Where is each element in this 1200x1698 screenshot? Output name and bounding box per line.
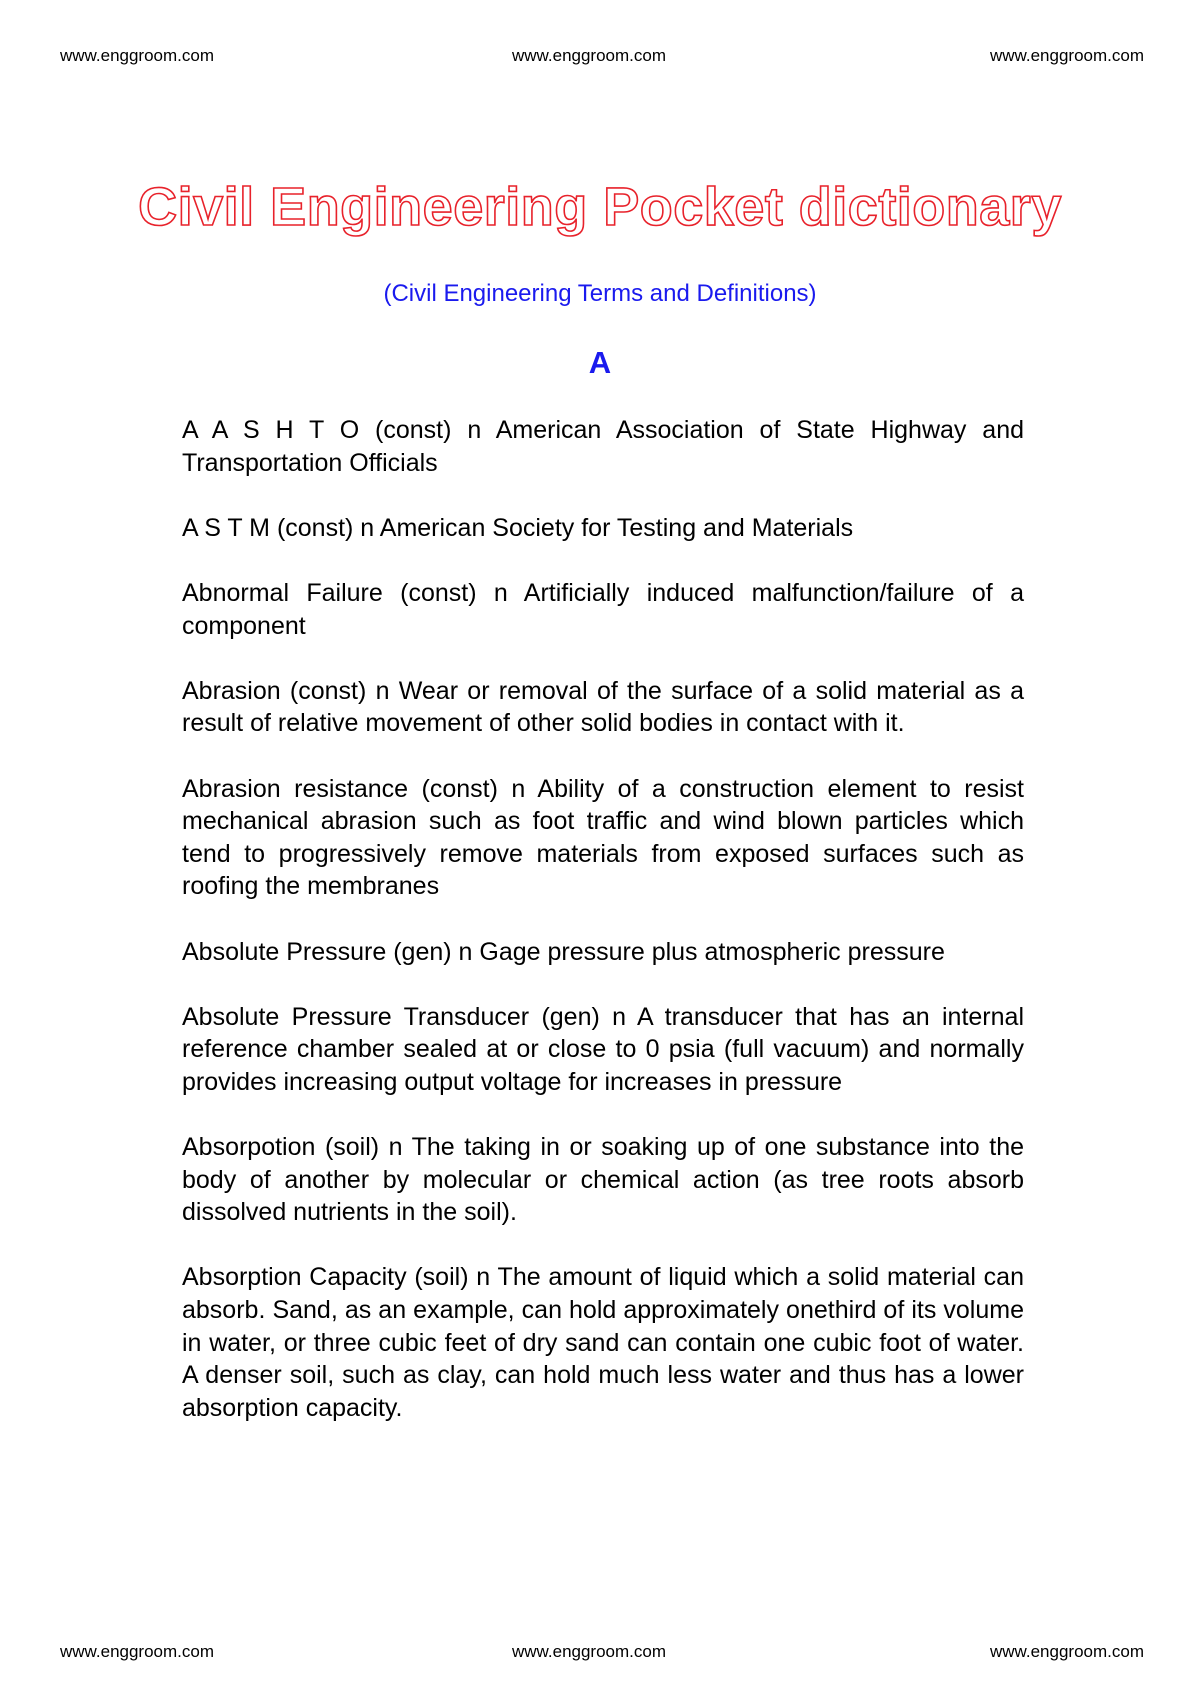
footer-right-url: www.enggroom.com xyxy=(989,1642,1144,1661)
entry-absolute-pressure: Absolute Pressure (gen) n Gage pressure plus atmospheric pressure xyxy=(182,937,945,966)
document-title: Civil Engineering Pocket dictionary xyxy=(138,177,1062,237)
header-left-url: www.enggroom.com xyxy=(60,46,215,65)
entry-absorption-capacity: Absorption Capacity (soil) n The amount of liquid which a solid material can absorb. Sand, as an example, can hold approximately onethird of its volume in water, or three cubic feet of dry sand can contain one cubic foot of water. A denser soil, such as clay, can hold much less water and thus has a lower absorption capacity. xyxy=(182,1263,1024,1422)
entry-aashto: A A S H T O (const) n American Association of State Highway and Transportation Officials xyxy=(182,416,1024,477)
entry-abnormal-failure: Abnormal Failure (const) n Artificially induced malfunction/failure of a component xyxy=(182,578,1024,640)
section-letter: A xyxy=(588,345,612,380)
footer-center-url: www.enggroom.com xyxy=(512,1642,667,1661)
entry-absorpotion: Absorpotion (soil) n The taking in or soaking up of one substance into the body of another by molecular or chemical action (as tree roots absorb dissolved nutrients in the soil). xyxy=(182,1133,1024,1227)
document-subtitle: (Civil Engineering Terms and Definitions) xyxy=(383,280,817,307)
dictionary-entries xyxy=(182,414,1024,1457)
entry-abrasion: Abrasion (const) n Wear or removal of the surface of a solid material as a result of relative movement of other solid bodies in contact with it. xyxy=(182,676,1024,738)
entry-astm: A S T M (const) n American Society for Testing and Materials xyxy=(182,513,854,542)
entry-abrasion-resistance: Abrasion resistance (const) n Ability of a construction element to resist mechanical abrasion such as foot traffic and wind blown particles which tend to progressively remove materials from exposed surfaces such as roofing the membranes xyxy=(182,774,1024,901)
entry-absolute-pressure-transducer: Absolute Pressure Transducer (gen) n A transducer that has an internal reference chamber sealed at or close to 0 psia (full vacuum) and normally provides increasing output voltage for increases in pressure xyxy=(182,1002,1024,1096)
header-center-url: www.enggroom.com xyxy=(512,46,667,65)
page-header xyxy=(0,44,1200,68)
page-footer xyxy=(0,1640,1200,1664)
header-right-url: www.enggroom.com xyxy=(989,46,1144,65)
footer-left-url: www.enggroom.com xyxy=(60,1642,215,1661)
